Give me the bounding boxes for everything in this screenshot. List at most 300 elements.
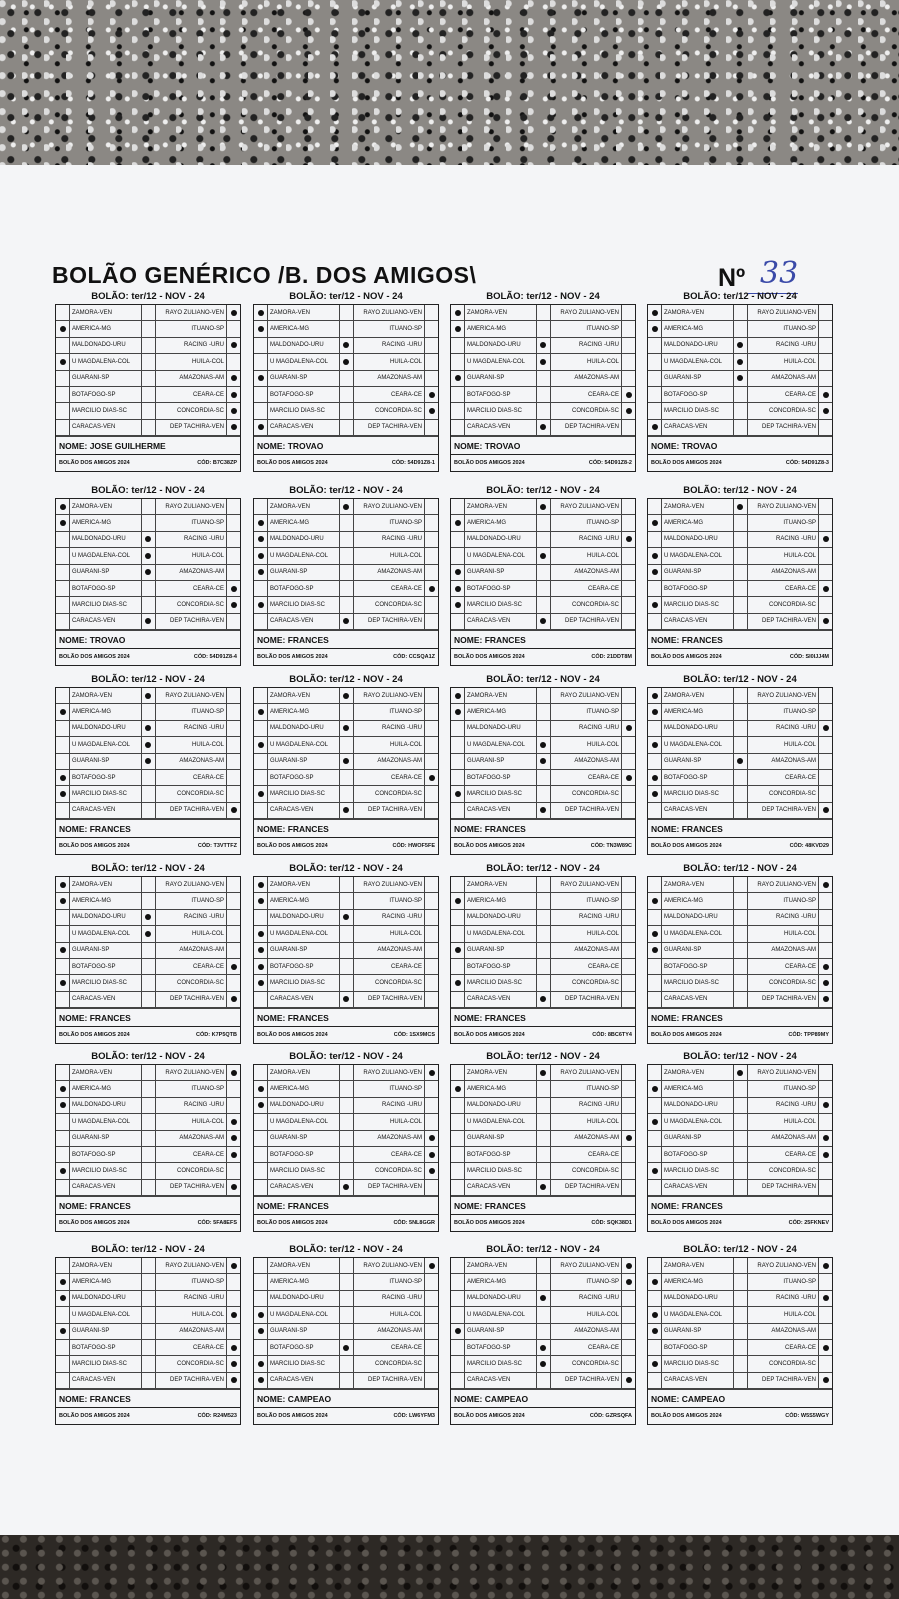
draw-pick-cell[interactable] [536,1163,550,1178]
draw-pick-cell[interactable] [141,975,155,990]
draw-pick-cell[interactable] [141,548,155,563]
draw-pick-cell[interactable] [141,1180,155,1195]
draw-pick-cell[interactable] [141,403,155,418]
draw-pick-cell[interactable] [536,1340,550,1355]
home-pick-cell[interactable] [56,597,69,612]
away-pick-cell[interactable] [424,565,438,580]
away-pick-cell[interactable] [818,704,832,719]
away-pick-cell[interactable] [818,371,832,386]
home-pick-cell[interactable] [254,597,267,612]
home-pick-cell[interactable] [451,1291,464,1306]
home-pick-cell[interactable] [254,420,267,435]
away-pick-cell[interactable] [424,1114,438,1129]
away-pick-cell[interactable] [226,532,240,547]
draw-pick-cell[interactable] [733,786,747,801]
away-pick-cell[interactable] [621,770,635,785]
away-pick-cell[interactable] [818,403,832,418]
draw-pick-cell[interactable] [339,305,353,320]
away-pick-cell[interactable] [424,321,438,336]
home-pick-cell[interactable] [56,992,69,1007]
home-pick-cell[interactable] [56,959,69,974]
draw-pick-cell[interactable] [733,737,747,752]
away-pick-cell[interactable] [818,1356,832,1371]
draw-pick-cell[interactable] [536,1324,550,1339]
away-pick-cell[interactable] [818,992,832,1007]
draw-pick-cell[interactable] [733,387,747,402]
draw-pick-cell[interactable] [733,1291,747,1306]
draw-pick-cell[interactable] [141,371,155,386]
away-pick-cell[interactable] [621,1131,635,1146]
away-pick-cell[interactable] [424,1258,438,1273]
draw-pick-cell[interactable] [536,1131,550,1146]
away-pick-cell[interactable] [818,1307,832,1322]
draw-pick-cell[interactable] [141,1258,155,1273]
draw-pick-cell[interactable] [733,770,747,785]
away-pick-cell[interactable] [818,770,832,785]
away-pick-cell[interactable] [226,1274,240,1289]
draw-pick-cell[interactable] [339,403,353,418]
home-pick-cell[interactable] [56,1147,69,1162]
draw-pick-cell[interactable] [536,688,550,703]
away-pick-cell[interactable] [621,1373,635,1388]
away-pick-cell[interactable] [818,1291,832,1306]
draw-pick-cell[interactable] [536,338,550,353]
draw-pick-cell[interactable] [733,1065,747,1080]
draw-pick-cell[interactable] [141,893,155,908]
home-pick-cell[interactable] [254,704,267,719]
home-pick-cell[interactable] [451,1081,464,1096]
home-pick-cell[interactable] [254,1065,267,1080]
home-pick-cell[interactable] [254,1307,267,1322]
home-pick-cell[interactable] [648,420,661,435]
away-pick-cell[interactable] [424,770,438,785]
home-pick-cell[interactable] [56,1324,69,1339]
draw-pick-cell[interactable] [536,959,550,974]
draw-pick-cell[interactable] [536,877,550,892]
draw-pick-cell[interactable] [536,548,550,563]
draw-pick-cell[interactable] [733,959,747,974]
home-pick-cell[interactable] [56,877,69,892]
home-pick-cell[interactable] [648,515,661,530]
draw-pick-cell[interactable] [141,770,155,785]
away-pick-cell[interactable] [424,1098,438,1113]
home-pick-cell[interactable] [648,338,661,353]
home-pick-cell[interactable] [648,305,661,320]
draw-pick-cell[interactable] [733,803,747,818]
away-pick-cell[interactable] [621,786,635,801]
away-pick-cell[interactable] [226,1081,240,1096]
away-pick-cell[interactable] [226,371,240,386]
away-pick-cell[interactable] [818,499,832,514]
home-pick-cell[interactable] [451,614,464,629]
away-pick-cell[interactable] [621,1098,635,1113]
away-pick-cell[interactable] [226,1147,240,1162]
away-pick-cell[interactable] [226,910,240,925]
home-pick-cell[interactable] [451,371,464,386]
home-pick-cell[interactable] [56,975,69,990]
draw-pick-cell[interactable] [141,1065,155,1080]
draw-pick-cell[interactable] [536,926,550,941]
home-pick-cell[interactable] [648,1098,661,1113]
away-pick-cell[interactable] [226,597,240,612]
away-pick-cell[interactable] [226,786,240,801]
away-pick-cell[interactable] [226,1180,240,1195]
home-pick-cell[interactable] [254,1098,267,1113]
draw-pick-cell[interactable] [141,1114,155,1129]
home-pick-cell[interactable] [254,959,267,974]
away-pick-cell[interactable] [226,614,240,629]
home-pick-cell[interactable] [254,926,267,941]
draw-pick-cell[interactable] [141,754,155,769]
away-pick-cell[interactable] [226,515,240,530]
draw-pick-cell[interactable] [733,992,747,1007]
away-pick-cell[interactable] [621,515,635,530]
draw-pick-cell[interactable] [339,786,353,801]
home-pick-cell[interactable] [254,1356,267,1371]
away-pick-cell[interactable] [424,387,438,402]
home-pick-cell[interactable] [451,387,464,402]
away-pick-cell[interactable] [424,893,438,908]
home-pick-cell[interactable] [648,770,661,785]
draw-pick-cell[interactable] [339,515,353,530]
draw-pick-cell[interactable] [536,305,550,320]
away-pick-cell[interactable] [621,910,635,925]
draw-pick-cell[interactable] [536,893,550,908]
home-pick-cell[interactable] [451,721,464,736]
home-pick-cell[interactable] [451,877,464,892]
away-pick-cell[interactable] [818,581,832,596]
draw-pick-cell[interactable] [339,548,353,563]
away-pick-cell[interactable] [424,354,438,369]
away-pick-cell[interactable] [424,1307,438,1322]
draw-pick-cell[interactable] [141,803,155,818]
draw-pick-cell[interactable] [733,877,747,892]
away-pick-cell[interactable] [226,499,240,514]
draw-pick-cell[interactable] [339,1356,353,1371]
away-pick-cell[interactable] [424,1373,438,1388]
away-pick-cell[interactable] [818,1258,832,1273]
away-pick-cell[interactable] [424,926,438,941]
home-pick-cell[interactable] [254,1163,267,1178]
away-pick-cell[interactable] [621,532,635,547]
away-pick-cell[interactable] [424,1291,438,1306]
away-pick-cell[interactable] [424,754,438,769]
away-pick-cell[interactable] [818,532,832,547]
draw-pick-cell[interactable] [141,926,155,941]
home-pick-cell[interactable] [451,420,464,435]
draw-pick-cell[interactable] [536,597,550,612]
home-pick-cell[interactable] [451,803,464,818]
home-pick-cell[interactable] [648,1356,661,1371]
draw-pick-cell[interactable] [536,1307,550,1322]
away-pick-cell[interactable] [226,565,240,580]
draw-pick-cell[interactable] [339,1065,353,1080]
draw-pick-cell[interactable] [733,532,747,547]
home-pick-cell[interactable] [56,1081,69,1096]
draw-pick-cell[interactable] [339,581,353,596]
draw-pick-cell[interactable] [339,1163,353,1178]
away-pick-cell[interactable] [621,926,635,941]
away-pick-cell[interactable] [818,721,832,736]
home-pick-cell[interactable] [451,1307,464,1322]
home-pick-cell[interactable] [648,786,661,801]
home-pick-cell[interactable] [56,943,69,958]
away-pick-cell[interactable] [424,338,438,353]
away-pick-cell[interactable] [621,1065,635,1080]
draw-pick-cell[interactable] [733,943,747,958]
home-pick-cell[interactable] [56,737,69,752]
draw-pick-cell[interactable] [339,1291,353,1306]
away-pick-cell[interactable] [424,688,438,703]
draw-pick-cell[interactable] [141,597,155,612]
away-pick-cell[interactable] [818,387,832,402]
draw-pick-cell[interactable] [141,1163,155,1178]
away-pick-cell[interactable] [621,1258,635,1273]
away-pick-cell[interactable] [818,943,832,958]
away-pick-cell[interactable] [818,910,832,925]
home-pick-cell[interactable] [648,721,661,736]
draw-pick-cell[interactable] [339,754,353,769]
away-pick-cell[interactable] [226,1098,240,1113]
home-pick-cell[interactable] [648,321,661,336]
home-pick-cell[interactable] [451,1324,464,1339]
home-pick-cell[interactable] [648,754,661,769]
away-pick-cell[interactable] [621,803,635,818]
away-pick-cell[interactable] [424,1081,438,1096]
away-pick-cell[interactable] [424,420,438,435]
draw-pick-cell[interactable] [536,371,550,386]
draw-pick-cell[interactable] [339,1081,353,1096]
draw-pick-cell[interactable] [733,1307,747,1322]
draw-pick-cell[interactable] [733,1147,747,1162]
home-pick-cell[interactable] [254,1274,267,1289]
draw-pick-cell[interactable] [733,499,747,514]
away-pick-cell[interactable] [226,1291,240,1306]
home-pick-cell[interactable] [254,910,267,925]
away-pick-cell[interactable] [621,704,635,719]
home-pick-cell[interactable] [56,532,69,547]
draw-pick-cell[interactable] [733,548,747,563]
draw-pick-cell[interactable] [339,387,353,402]
home-pick-cell[interactable] [254,1180,267,1195]
home-pick-cell[interactable] [56,354,69,369]
home-pick-cell[interactable] [648,1274,661,1289]
away-pick-cell[interactable] [226,1356,240,1371]
home-pick-cell[interactable] [648,803,661,818]
away-pick-cell[interactable] [226,1340,240,1355]
away-pick-cell[interactable] [226,581,240,596]
home-pick-cell[interactable] [648,943,661,958]
away-pick-cell[interactable] [424,877,438,892]
home-pick-cell[interactable] [451,704,464,719]
home-pick-cell[interactable] [451,893,464,908]
draw-pick-cell[interactable] [141,321,155,336]
draw-pick-cell[interactable] [339,803,353,818]
away-pick-cell[interactable] [621,1291,635,1306]
home-pick-cell[interactable] [451,1163,464,1178]
home-pick-cell[interactable] [451,1258,464,1273]
draw-pick-cell[interactable] [339,499,353,514]
draw-pick-cell[interactable] [733,926,747,941]
draw-pick-cell[interactable] [733,581,747,596]
draw-pick-cell[interactable] [141,1131,155,1146]
draw-pick-cell[interactable] [733,1180,747,1195]
draw-pick-cell[interactable] [733,893,747,908]
away-pick-cell[interactable] [621,1356,635,1371]
home-pick-cell[interactable] [254,688,267,703]
home-pick-cell[interactable] [451,1131,464,1146]
draw-pick-cell[interactable] [536,499,550,514]
home-pick-cell[interactable] [254,338,267,353]
draw-pick-cell[interactable] [339,975,353,990]
away-pick-cell[interactable] [424,737,438,752]
away-pick-cell[interactable] [226,959,240,974]
home-pick-cell[interactable] [254,992,267,1007]
draw-pick-cell[interactable] [339,1307,353,1322]
home-pick-cell[interactable] [648,387,661,402]
away-pick-cell[interactable] [818,338,832,353]
draw-pick-cell[interactable] [536,704,550,719]
home-pick-cell[interactable] [451,1114,464,1129]
away-pick-cell[interactable] [424,1274,438,1289]
home-pick-cell[interactable] [451,1065,464,1080]
draw-pick-cell[interactable] [536,532,550,547]
away-pick-cell[interactable] [621,321,635,336]
draw-pick-cell[interactable] [339,1340,353,1355]
away-pick-cell[interactable] [621,721,635,736]
away-pick-cell[interactable] [424,1356,438,1371]
draw-pick-cell[interactable] [339,1114,353,1129]
home-pick-cell[interactable] [254,737,267,752]
away-pick-cell[interactable] [818,737,832,752]
away-pick-cell[interactable] [818,354,832,369]
home-pick-cell[interactable] [451,943,464,958]
home-pick-cell[interactable] [451,926,464,941]
home-pick-cell[interactable] [648,1340,661,1355]
home-pick-cell[interactable] [648,548,661,563]
home-pick-cell[interactable] [254,565,267,580]
draw-pick-cell[interactable] [141,565,155,580]
draw-pick-cell[interactable] [733,614,747,629]
home-pick-cell[interactable] [451,321,464,336]
home-pick-cell[interactable] [648,614,661,629]
away-pick-cell[interactable] [818,893,832,908]
home-pick-cell[interactable] [648,354,661,369]
away-pick-cell[interactable] [621,354,635,369]
draw-pick-cell[interactable] [339,614,353,629]
draw-pick-cell[interactable] [141,943,155,958]
away-pick-cell[interactable] [424,975,438,990]
away-pick-cell[interactable] [226,1307,240,1322]
home-pick-cell[interactable] [254,803,267,818]
away-pick-cell[interactable] [621,1081,635,1096]
away-pick-cell[interactable] [226,975,240,990]
home-pick-cell[interactable] [648,1307,661,1322]
home-pick-cell[interactable] [254,321,267,336]
away-pick-cell[interactable] [226,1163,240,1178]
home-pick-cell[interactable] [254,1131,267,1146]
away-pick-cell[interactable] [424,581,438,596]
home-pick-cell[interactable] [451,770,464,785]
home-pick-cell[interactable] [56,565,69,580]
draw-pick-cell[interactable] [141,305,155,320]
draw-pick-cell[interactable] [733,704,747,719]
home-pick-cell[interactable] [56,614,69,629]
away-pick-cell[interactable] [226,1324,240,1339]
draw-pick-cell[interactable] [339,992,353,1007]
draw-pick-cell[interactable] [733,721,747,736]
home-pick-cell[interactable] [254,721,267,736]
draw-pick-cell[interactable] [339,959,353,974]
away-pick-cell[interactable] [424,959,438,974]
away-pick-cell[interactable] [226,992,240,1007]
draw-pick-cell[interactable] [536,581,550,596]
draw-pick-cell[interactable] [339,704,353,719]
draw-pick-cell[interactable] [536,943,550,958]
away-pick-cell[interactable] [621,959,635,974]
away-pick-cell[interactable] [424,403,438,418]
away-pick-cell[interactable] [226,548,240,563]
draw-pick-cell[interactable] [536,975,550,990]
away-pick-cell[interactable] [818,1131,832,1146]
draw-pick-cell[interactable] [536,1147,550,1162]
draw-pick-cell[interactable] [339,893,353,908]
away-pick-cell[interactable] [621,975,635,990]
draw-pick-cell[interactable] [536,1274,550,1289]
draw-pick-cell[interactable] [141,499,155,514]
home-pick-cell[interactable] [254,1258,267,1273]
away-pick-cell[interactable] [424,704,438,719]
home-pick-cell[interactable] [254,387,267,402]
home-pick-cell[interactable] [56,321,69,336]
away-pick-cell[interactable] [226,877,240,892]
away-pick-cell[interactable] [621,688,635,703]
home-pick-cell[interactable] [254,1324,267,1339]
away-pick-cell[interactable] [621,403,635,418]
draw-pick-cell[interactable] [141,354,155,369]
away-pick-cell[interactable] [226,1114,240,1129]
home-pick-cell[interactable] [648,1373,661,1388]
draw-pick-cell[interactable] [733,1274,747,1289]
draw-pick-cell[interactable] [536,992,550,1007]
home-pick-cell[interactable] [451,786,464,801]
draw-pick-cell[interactable] [339,354,353,369]
away-pick-cell[interactable] [226,721,240,736]
draw-pick-cell[interactable] [141,614,155,629]
away-pick-cell[interactable] [818,877,832,892]
away-pick-cell[interactable] [226,803,240,818]
away-pick-cell[interactable] [818,754,832,769]
home-pick-cell[interactable] [451,548,464,563]
away-pick-cell[interactable] [818,548,832,563]
home-pick-cell[interactable] [254,786,267,801]
away-pick-cell[interactable] [818,688,832,703]
home-pick-cell[interactable] [56,910,69,925]
draw-pick-cell[interactable] [536,721,550,736]
draw-pick-cell[interactable] [141,910,155,925]
draw-pick-cell[interactable] [536,321,550,336]
draw-pick-cell[interactable] [536,565,550,580]
home-pick-cell[interactable] [254,499,267,514]
home-pick-cell[interactable] [451,737,464,752]
draw-pick-cell[interactable] [733,338,747,353]
home-pick-cell[interactable] [254,371,267,386]
away-pick-cell[interactable] [818,1081,832,1096]
home-pick-cell[interactable] [451,565,464,580]
draw-pick-cell[interactable] [339,721,353,736]
draw-pick-cell[interactable] [733,1098,747,1113]
away-pick-cell[interactable] [621,387,635,402]
